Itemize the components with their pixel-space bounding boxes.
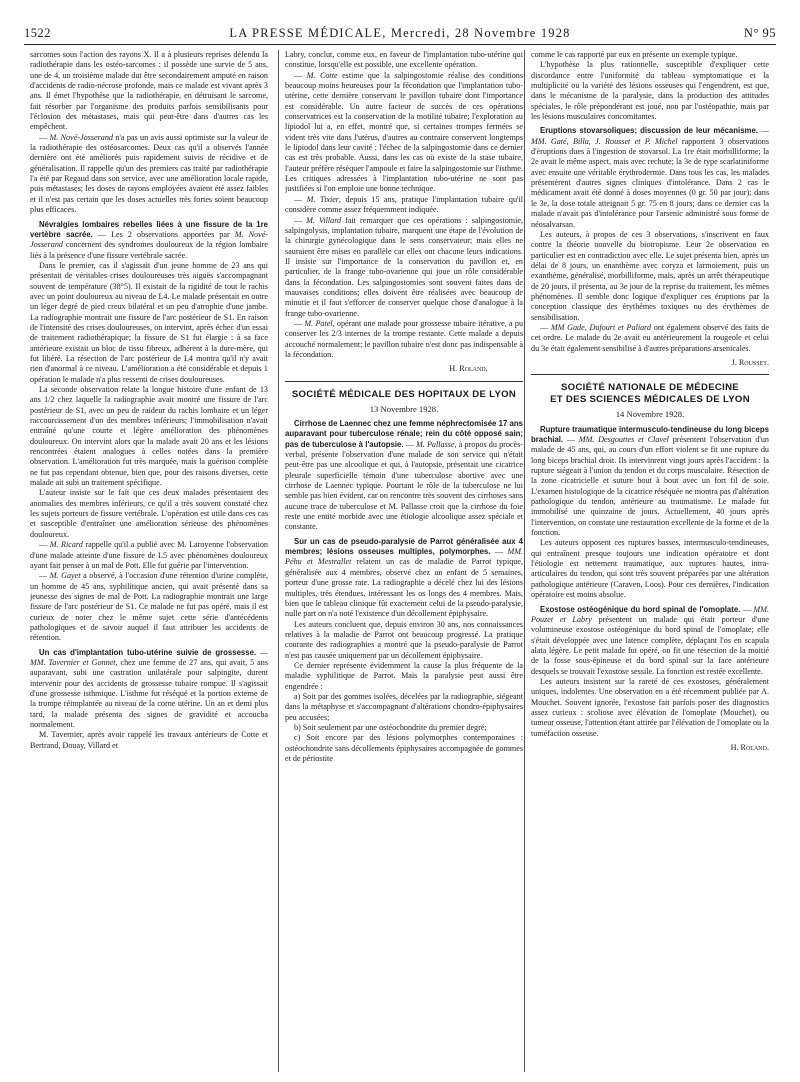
article-title: Eruptions stovarsoliques; discussion de leur mécanisme. [540,126,758,136]
paragraph: c) Soit encore par des lésions polymorphes contemporaines : ostéochondrite sans décollements épiphysaires accompagnée de gommes et de périostite [285,733,523,763]
article-title: Rupture traumatique intermusculo-tendineuse du long biceps brachial. [531,424,769,444]
article-title: Sur un cas de pseudo-paralysie de Parrot généralisée aux 4 membres; lésions osseuses multiples, polymorphes. [285,536,523,557]
issue-number: N° 95 [743,26,776,40]
author-name: MM. Gaté, Billa, J. Rousset et P. Michel [531,136,678,146]
author-name: M. Villard [306,215,342,225]
article-heading-paragraph: Eruptions stovarsoliques; discussion de leur mécanisme. — MM. Gaté, Billa, J. Rousset et P. Michel rapportent 3 observations d'éruptions dues à l'ingestion de stovarsol. La 1re était morbilliforme; la 2e avait le même aspect, mais avec rechute; la 3e de type scarlatiniforme avec ensuite une véritable érythrodermie. Dans tous les cas, les malades présentèrent d'autres signes cliniques d'intolérance. Dans 2 cas le médicament avait été donné à doses moyennes (0 gr. 50 par jour); dans le 3e, la dose totale atteignait 5 gr. 75 en 8 jours; dans ce dernier cas la malade n'avait pas d'intolérance pour l'arsenic administré sous forme de néosalvarsan. [531,126,769,229]
author-name: MM. Péhu et Mestrallet [285,547,523,567]
author-name: M. Nové-Josserand [49,132,113,142]
author-name: M. Tixier [306,194,339,204]
section-title: SOCIÉTÉ NATIONALE DE MÉDECINE [560,382,740,394]
signature: H. Roland. [730,742,769,752]
paragraph: — M. Patel, opérant une malade pour grossesse tubaire itérative, a pu conserver les 2/3 internes de la trompe restante. Cette malade a depuis accouché normalement; le pavillon tubaire n'est donc pas indispensable à la fécondation. [285,318,523,359]
paragraph: — M. Villard fait remarquer que ces opérations : salpingostomie, salpingolysis, implantation tubaire, marquent une étape de l'évolution de la chirurgie gynécologique dans le sens conservateur; mais elles ne sauraient être mises en parallèle car elles ont chacune leurs indications. Il insiste sur l'importance de la conservation du pavillon et, en particulier, de la frange tubo-ovarienne qui joue un rôle considérable dans la fécondation. Les salpingostomies sont souvent faites dans de mauvaises conditions; elles doivent être réalisées avec beaucoup de minutie et il faut s'efforcer de conserver quelque chose d'analogue à la frange tubo-ovarienne. [285,215,523,318]
author-name: M. Gayet [49,571,81,581]
header-rule [24,44,776,45]
author-name: M. Patel [304,318,333,328]
section-title-line-2: ET DES SCIENCES MÉDICALES DE LYON [550,394,750,406]
journal-title: LA PRESSE MÉDICALE, Mercredi, 28 Novembre 1928 [229,26,571,40]
paragraph: L'hypothèse la plus rationnelle, susceptible d'expliquer cette discordance entre l'uniformité du tableau symptomatique et la multiplicité ou la variété des lésions osseuses qui l'engendrent, est que, dans le mécanisme de la paralysie, dans la production des attitudes spéciales, le rôle prépondérant est joué, non par l'ostéopathie, mais par les lésions musculaires concomitantes. [531,60,769,122]
paragraph: — MM Gade, Dufourt et Paliard ont également observé des faits de cet ordre. Le malade du 2e avait eu antérieurement la rougeole et celui du 3e était également sensibilisé à d'autres préparations arsenicales. [531,322,769,353]
author-name: M. Ricard [49,540,83,550]
paragraph: comme le cas rapporté par eux en présente un exemple typique. [531,50,738,59]
author-name: MM. Pouzet et Labry [531,604,769,624]
paragraph: — M. Ricard rappelle qu'il a publié avec M. Laroyenne l'observation d'une malade atteinte d'une fissure de L5 avec phénomènes douloureux ayant fait penser à un mal de Pott. Elle fut guérie par l'intervention. [30,540,268,570]
section-date: 13 Novembre 1928. [369,403,439,414]
paragraph: — M. Gayet a observé, à l'occasion d'une rétention d'urine complète, un homme de 45 ans, syphilitique ancien, qui avait présenté dans sa jeunesse des signes de mal de Pott. La radiographie montrait une large fissure de l'arc postérieur de S1. Ce malade ne fut pas opéré, mais il est curieux de noter chez le même sujet cette série d'antécédents pathologiques et de savoir auquel il faut attribuer les accidents de rétention. [30,571,268,643]
paragraph: Dans le premier, cas il s'agissait d'un jeune homme de 23 ans qui présentait de véritables crises douloureuses très aiguës s'accompagnant souvent de température (38°5). Il existait de la rigidité de tout le rachis avec un point douloureux au niveau de L4. Le malade présentait en outre un léger degré de pied creux bilatéral et un peu d'atrophie d'une jambe. La radiographie montrait une fissure de l'arc postérieur de S1. En raison de l'intensité des crises douloureuses, on intervint, après échec d'un essai de traitement radiothérapique; la fissure de S1 fut élargie : à sa face antérieure existait un bloc de tissu fibreux, adhérent à la dure-mère, qui fut libéré. La résection de l'arc postérieur de L4 montra qu'il n'y avait rien d'anormal à ce niveau. L'amélioration a été considérable et depuis 1 opération le malade n'a plus ressenti de crises douloureuses. [30,260,268,384]
paragraph: L'auteur insiste sur le fait que ces deux malades présentaient des anomalies des membres inférieurs, ce qu'il a très souvent constaté chez les sujets porteurs de fissure vertébrale. L'opération est utile dans ces cas et susceptible d'entraîner une amélioration sérieuse des phénomènes douloureux. [30,488,268,539]
signature: H. Roland. [449,364,488,374]
paragraph: Ce dernier représente évidemment la cause la plus fréquente de la maladie syphilitique de Parrot. Mais la paralysie peut aussi être engendrée : [285,660,523,691]
article-heading-paragraph: Exostose ostéogénique du bord spinal de l'omoplate. — MM. Pouzet et Labry présentent un malade qui était porteur d'une volumineuse exostose ostéogénique du bord spinal de l'omoplate; elle s'était développée avec une latence complète, déplaçant l'os en scapula alata légère. Le petit malade fut opéré, on fit une résection de la moitié de la fosse sous-épineuse et du bord spinal sur la face antérieure desquels se trouvait l'exostose sessile. La fonction est restée excellente. [531,604,769,676]
paragraph: sarcomes sous l'action des rayons X. Il a à plusieurs reprises défendu la radiothérapie dans les ostéo-sarcomes : il possède une survie de 5 ans, une de 4, un troisième malade dut être secondairement amputé en raison d'accidents de radio-nécrose profonde, mais ce malade est vivant après 3 ans. Il émet l'hypothèse que la radiothérapie, en détruisant le sarcome, fait résorber par l'organisme des produits parfois sensibilisants pour l'éclosion des métastases, mais qui peut-être dans d'autres cas les empêchent. [30,50,268,132]
article-heading-paragraph: Rupture traumatique intermusculo-tendineuse du long biceps brachial. — MM. Desgouttes et Clavel présentent l'observation d'un malade de 45 ans, qui, au cours d'un effort violent se fit une rupture du long biceps brachial droit. Ils intervinrent vingt jours après l'accident : la rupture siégeait à l'union du tendon et du corps musculaire. Résection de la zone cicatricielle et suture bout à bout avec un fort fil de soie. L'examen histologique de la cicatrice réséquée ne montra pas d'altération pathologique du tendon, antérieure au traumatisme. Le malade fut immobilisé une quinzaine de jours. Actuellement, 40 jours après l'intervention, on constate une restauration excellente de la forme et de la fonction. [531,424,769,538]
author-name: MM. Desgouttes et Clavel [578,435,669,444]
article-title: Cirrhose de Laennec chez une femme néphrectomisée 17 ans auparavant pour tuberculose rénale; rein du côté opposé sain; pas de tuberculose à l'autopsie. [285,419,523,449]
article-heading-paragraph: Névralgies lombaires rebelles liées à une fissure de la 1re vertèbre sacrée. — Les 2 observations apportées par M. Nové-Josserand concernent des syndromes douloureux de la région lombaire liés à la présence d'une fissure vertébrale sacrée. [30,219,268,260]
signature: J. Rousset. [731,357,769,367]
article-title: Un cas d'implantation tubo-utérine suivie de grossesse. [39,647,257,657]
column-2 [285,50,523,1072]
page-number: 1522 [24,26,51,40]
column-rule-1 [278,50,279,1072]
paragraph: Les auteurs insistent sur la rareté de ces exostoses, généralement uniques, indolentes. Une observation en a été récemment publiée par A. Mouchet. Souvent ignorée, l'exostose fait parfois poser des diagnostics assez curieux : scoliose avec élévation de l'omoplate (Mouchet), ou tumeur osseuse, l'attention étant attirée par l'élévation de l'omoplate ou la tuméfaction osseuse. [531,676,769,738]
article-title: Névralgies lombaires rebelles liées à une fissure de la 1re vertèbre sacrée. [30,219,268,239]
paragraph: Les auteurs opposent ces ruptures basses, intermusculo-tendineuses, qui entraînent presque toujours une indication opératoire et dont l'étiologie est nettement traumatique, aux ruptures hautes, intra-articulaires du tendon, qui sont très souvent préparées par une altération pathologique antérieure (Caraven, Loos). Pour ces dernières, l'indication opératoire est moins absolue. [531,538,769,600]
author-name: M. Pallasse [416,439,455,449]
column-1 [30,50,268,1072]
author-name: MM Gade, Dufourt et Paliard [550,322,652,332]
author-name: MM. Tavernier et Gonnet [30,657,116,667]
section-rule [285,381,523,382]
section-date: 14 Novembre 1928. [615,409,685,420]
author-name: M. Nové-Josserand [30,229,268,250]
article-title: Exostose ostéogénique du bord spinal de l'omoplate. [540,604,741,614]
paragraph: — M. Nové-Josserand n'a pas un avis aussi optimiste sur la valeur de la radiothérapie des ostéosarcomes. Deux cas qu'il a observés l'année dernière ont été améliorés puis rapidement suivis de récidive et de généralisation. Il rappelle qu'un des premiers cas traité par radiothérapie l'a été par Regaud dans son service, avec une amélioration locale rapide, puis métastases; les doses de rayons employées avaient été assez faibles et il n'est pas certain que les doses actuelles très fortes soient beaucoup plus efficaces. [30,132,268,215]
section-rule [531,374,769,375]
paragraph: a) Soit par des gommes isolées, décelées par la radiographie, siégeant dans la métaphyse et s'accompagnant d'altérations chondro-épiphysaires peu accusées; [285,691,523,722]
column-3 [531,50,769,1072]
paragraph: b) Soit seulement par une ostéochondrite du premier degré; [294,722,487,732]
section-title: SOCIÉTÉ MÉDICALE DES HOPITAUX DE LYON [291,388,517,400]
column-rule-2 [524,50,525,1072]
page-header [24,26,776,44]
article-heading-paragraph: Cirrhose de Laennec chez une femme néphrectomisée 17 ans auparavant pour tuberculose rénale; rein du côté opposé sain; pas de tuberculose à l'autopsie. — M. Pallasse, à propos du procès-verbal, présente l'observation d'une malade de son service qui n'était peut-être pas une alcoolique et qui, à l'autopsie, présentait une cicatrice pleurale superficielle témoin d'une tuberculose abortive avec une cirrhose de Laennec typique. Pourtant le rôle de la tuberculose ne lui semble pas bien évident, car on rencontre très souvent des cirrhoses sans aucune trace de tuberculose et M. Pallasse croit que la cirrhose du foie reste une entité morbide avec une étiologie alcoolique assez spéciale et constante. [285,419,523,532]
paragraph: M. Tavernier, après avoir rappelé les travaux antérieurs de Cotte et Bertrand, Douay, Villard et [30,730,268,750]
paragraph: — M. Tixier, depuis 15 ans, pratique l'implantation tubaire qu'il considère comme assez fréquemment indiquée. [285,194,523,215]
paragraph: La seconde observation relate la longue histoire d'une enfant de 13 ans 1/2 chez laquelle la radiographie avait montré une fissure de l'arc postérieur de S1, avec un peu de raideur du rachis lombaire et un léger raccourcissement d'un des membres inférieurs; l'immobilisation n'avait entraîné qu'une courte et légère amélioration des phénomènes douloureux. On intervint alors que la malade avait 20 ans et les lésions rencontrées étaient analogues à celles notées dans la première observation. L'amélioration fut très marquée, mais la guérison complète ne fut pas cependant obtenue, bien que, pour des raisons diverses, cette malade ait subi un traitement spécifique. [30,385,268,488]
article-heading-paragraph: Un cas d'implantation tubo-utérine suivie de grossesse. — MM. Tavernier et Gonnet, chez une femme de 27 ans, qui avait, 5 ans auparavant, subi une castration unilatérale pour salpingite, durent intervenir pour des accidents de grossesse tubaire rompue. Il s'agissait d'une grossesse isthmique. L'isthme fut réséqué et la portion externe de la trompe réimplantée au niveau de la corne utérine. Un an et demi plus tard, la malade présenta des signes de gravidité et accoucha normalement. [30,647,268,729]
paragraph: Les auteurs concluent que, depuis environ 30 ans, nos connaissances relatives à la maladie de Parrot ont beaucoup progressé. La pratique courante des radiographies a montré que la pseudo-paralysie de Parrot n'est pas causée uniquement par un décollement épiphysaire. [285,619,523,660]
paragraph: — M. Cotte estime que la salpingostomie réalise des conditions beaucoup moins heureuses pour la fécondation que l'implantation tubo-utérine, cette dernière conservant le pavillon tubaire dont l'importance est considérable. Un autre facteur de succès de ces opérations conservatrices est la conservation de la motilité tubaire; l'exploration au lipiodol lui a, en effet, montré que, si certaines trompes fermées se vident très vite dans l'utérus, d'autres au contraire conservent longtemps le lipiodol dans leur cavité : l'échec de la salpingostomie dans ce dernier cas est très probable. Aussi, dans les cas où existe de la stase tubaire, l'auteur préfère réséquer l'ampoule et faire la salpingostomie sur l'isthme. Les critiques adressées à l'implantation tubo-utérine ne sont pas justifiées si l'on emploie une bonne technique. [285,70,523,194]
article-heading-paragraph: Sur un cas de pseudo-paralysie de Parrot généralisée aux 4 membres; lésions osseuses multiples, polymorphes. — MM. Péhu et Mestrallet relatent un cas de maladie de Parrot typique, généralisée aux 4 membres, observé chez un enfant de 5 semaines, porteur d'une grosse rate. La radiographie a décelé chez lui des lésions multiples, très étendues, intéressant les os longs des 4 membres. Mais, bien que le tableau clinique fût exactement celui de la pseudo-paralysie, nulle part on n'a noté l'existence d'un décollement épiphysaire. [285,536,523,619]
paragraph: Labry, conclut, comme eux, en faveur de l'implantation tubo-utérine qui constitue, lorsqu'elle est possible, une excellente opération. [285,50,523,70]
paragraph: Les auteurs, à propos de ces 3 observations, s'inscrivent en faux contre la théorie nouvelle du biotropisme. Leur 2e observation en particulier est en contradiction avec elle. Le sujet présenta bien, après un délai de 8 jours, un enanthème avec coryza et larmoiement, puis un exanthème, généralisé, morbilliforme, mais, après un arrêt thérapeutique de 20 jours, il présenta, au 3e jour de la reprise du traitement, les mêmes phénomènes. Il semble donc logique d'expliquer ces éruptions par la conception classique des érythèmes toxiques ou des érythèmes de sensibilisation. [531,229,769,322]
author-name: M. Cotte [306,70,338,80]
